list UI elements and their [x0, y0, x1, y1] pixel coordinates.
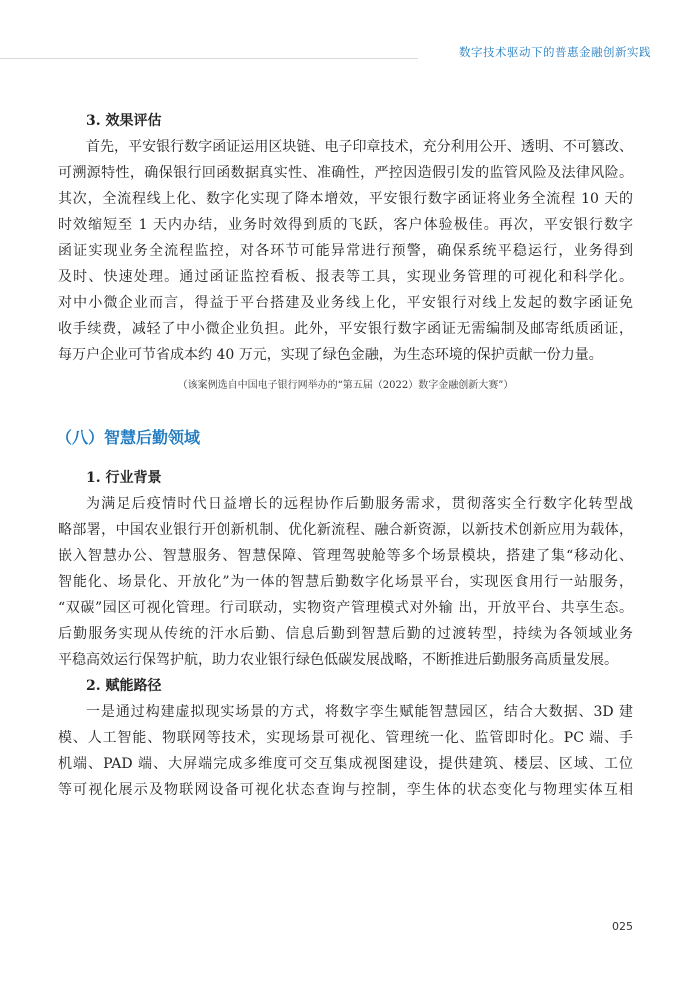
text-line: 模、人工智能、物联网等技术，实现场景可视化、管理统一化、监管即时化。PC 端、手: [58, 730, 633, 746]
text-line: 一是通过构建虚拟现实场景的方式，将数字孪生赋能智慧园区，结合大数据、3D 建: [86, 704, 633, 720]
text-line: 时效缩短至 1 天内办结，业务时效得到质的飞跃，客户体验极佳。再次，平安银行数字: [58, 217, 633, 233]
text-line: 可溯源特性，确保银行回函数据真实性、准确性，严控因造假引发的监管风险及法律风险。: [58, 165, 633, 181]
paragraph-empowerment-path: [58, 699, 633, 803]
text-line: 略部署，中国农业银行开创新机制、优化新流程、融合新资源，以新技术创新应用为载体，: [58, 522, 633, 538]
running-header: 数字技术驱动下的普惠金融创新实践: [459, 45, 651, 59]
text-line: 及时、快速处理。通过函证监控看板、报表等工具，实现业务管理的可视化和科学化。: [58, 269, 633, 285]
text-line: “双碳”园区可视化管理。行司联动，实物资产管理模式对外输 出，开放平台、共享生态。: [58, 600, 633, 616]
text-line: 为满足后疫情时代日益增长的远程协作后勤服务需求，贯彻落实全行数字化转型战: [86, 496, 633, 512]
page-number: 025: [612, 920, 633, 933]
page-content: [58, 108, 633, 803]
text-line: 智能化、场景化、开放化”为一体的智慧后勤数字化场景平台，实现医食用行一站服务，: [58, 574, 633, 590]
case-source-caption: （该案例选自中国电子银行网举办的“第五届（2022）数字金融创新大赛”）: [177, 380, 514, 391]
text-line: 平稳高效运行保驾护航，助力农业银行绿色低碳发展战略，不断推进后勤服务高质量发展。: [58, 652, 618, 668]
text-line: 其次，全流程线上化、数字化实现了降本增效，平安银行数字函证将业务全流程 10 天的: [58, 191, 633, 207]
text-line: 收手续费，减轻了中小微企业负担。此外，平安银行数字函证无需编制及邮寄纸质函证，: [58, 321, 633, 337]
text-line: 机端、PAD 端、大屏端完成多维度可交互集成视图建设，提供建筑、楼层、区域、工位: [58, 756, 633, 772]
text-line: 后勤服务实现从传统的汗水后勤、信息后勤到智慧后勤的过渡转型，持续为各领域业务: [58, 626, 633, 642]
paragraph-effect-evaluation: [58, 134, 633, 368]
text-line: 首先，平安银行数字函证运用区块链、电子印章技术，充分利用公开、透明、不可篡改、: [86, 139, 633, 155]
text-line: 等可视化展示及物联网设备可视化状态查询与控制，孪生体的状态变化与物理实体互相: [58, 782, 633, 798]
text-line: 每万户企业可节省成本约 40 万元，实现了绿色金融，为生态环境的保护贡献一份力量。: [58, 347, 603, 363]
subheading-industry-background: 1. 行业背景: [86, 470, 162, 486]
section-title-smart-logistics: （八）智慧后勤领域: [56, 428, 201, 447]
text-line: 函证实现业务全流程监控，对各环节可能异常进行预警，确保系统平稳运行，业务得到: [58, 243, 633, 259]
text-line: 对中小微企业而言，得益于平台搭建及业务线上化，平安银行对线上发起的数字函证免: [58, 295, 633, 311]
text-line: 嵌入智慧办公、智慧服务、智慧保障、管理驾驶舱等多个场景模块，搭建了集“移动化、: [58, 548, 633, 564]
subheading-effect-evaluation: 3. 效果评估: [86, 113, 162, 129]
paragraph-industry-background: [58, 491, 633, 673]
subheading-empowerment-path: 2. 赋能路径: [86, 678, 162, 694]
header-rule: [0, 58, 418, 59]
